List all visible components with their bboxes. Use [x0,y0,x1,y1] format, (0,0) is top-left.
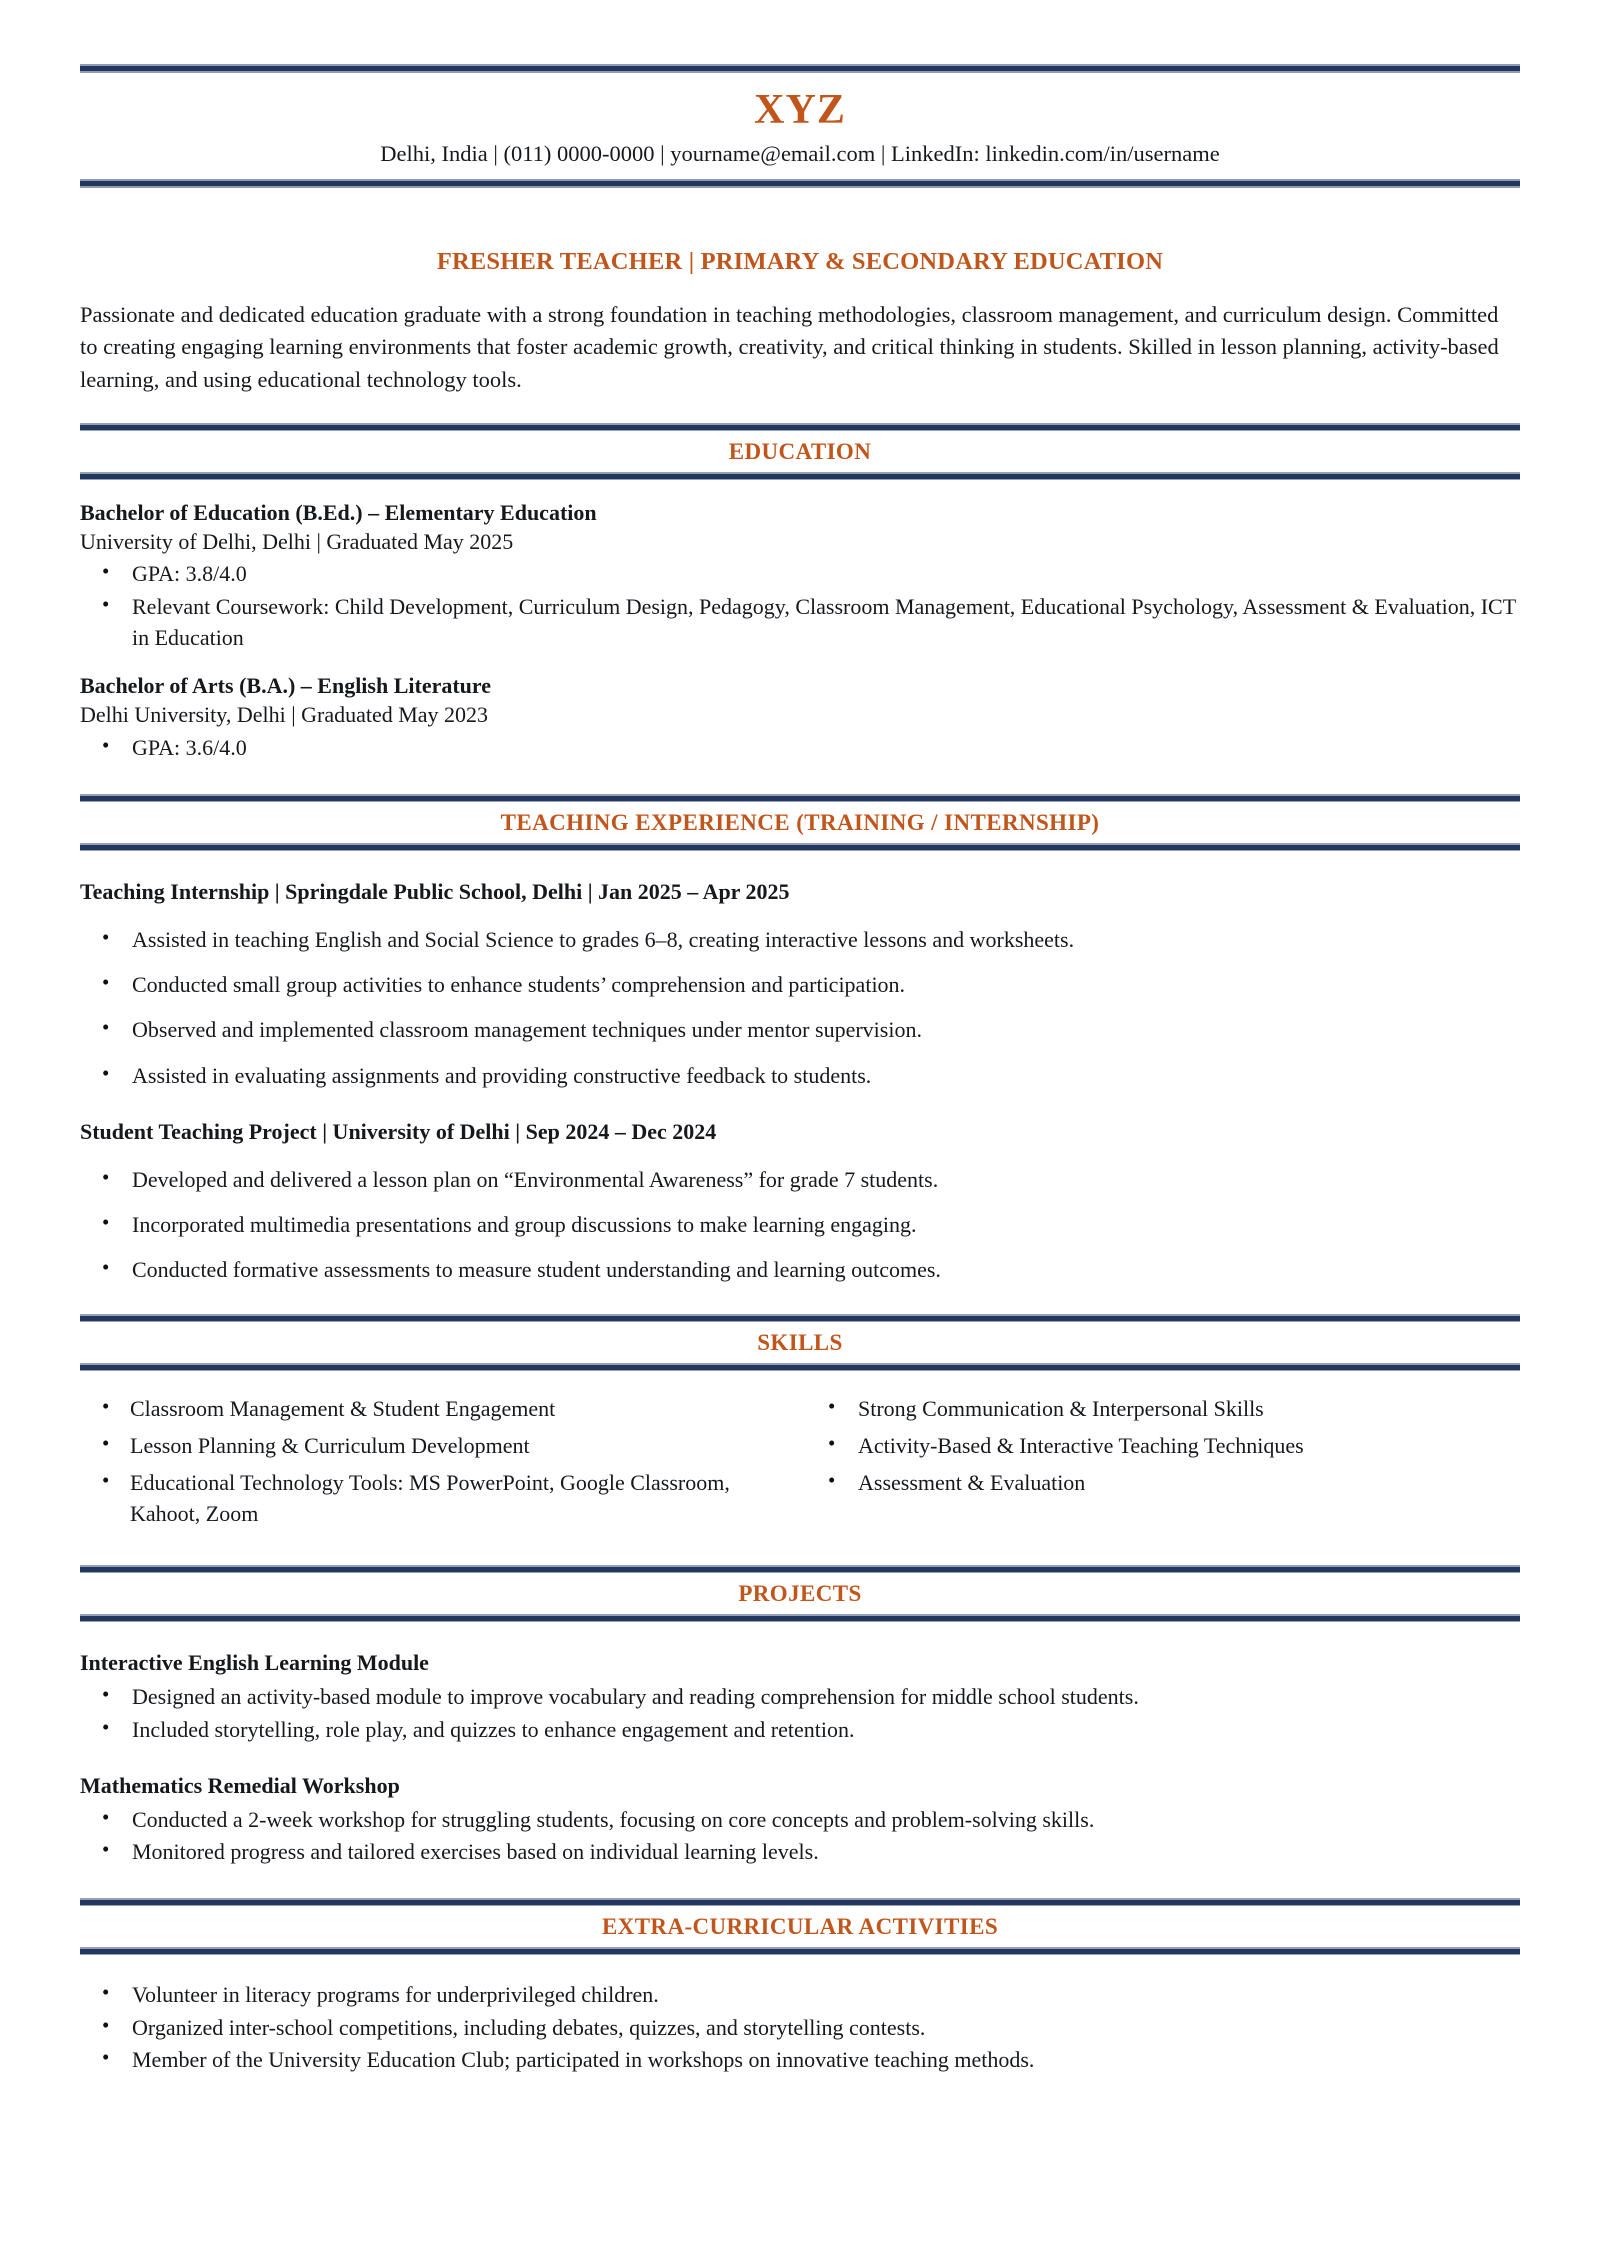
list-item: • Activity-Based & Interactive Teaching Techniques [800,1430,1520,1461]
spacer [80,764,1520,794]
skills-column-right [800,1391,1520,1536]
role-title: FRESHER TEACHER | PRIMARY & SECONDARY EDUCATION [436,247,1164,275]
skills-list-left [80,1393,800,1530]
list-item: • Assisted in teaching English and Social Science to grades 6–8, creating interactive lessons and worksheets. [80,924,1520,955]
education-bullets [80,732,1520,763]
list-item: • Conducted small group activities to enhance students’ comprehension and participation. [80,969,1520,1000]
spacer [80,1868,1520,1898]
project-title: Mathematics Remedial Workshop [80,1772,400,1798]
spacer [80,1300,1520,1314]
experience-entry [80,1117,1520,1286]
list-item: • GPA: 3.6/4.0 [80,732,1520,763]
education-institution: Delhi University, Delhi | Graduated May 2023 [80,702,489,728]
candidate-name: XYZ [754,87,846,133]
project-entry [80,1771,1520,1868]
section-heading-skills: SKILLS [757,1329,843,1355]
experience-title: Student Teaching Project | University of Delhi | Sep 2024 – Dec 2024 [80,1118,717,1144]
section-projects [80,1565,1520,1867]
skills-list-right [800,1393,1520,1499]
professional-summary: Passionate and dedicated education graduate with a strong foundation in teaching methodologies, classroom management, and curriculum design. Committed to creating engaging learning environments that foster academic growth, creativity, and critical thinking in students. Skilled in lesson planning, activity-based learning, and using educational technology tools. [80,301,1499,393]
list-item: • Designed an activity-based module to improve vocabulary and reading comprehension for middle school students. [80,1681,1520,1712]
extracurricular-bullets [80,1979,1520,2075]
list-item: • Conducted a 2-week workshop for struggling students, focusing on core concepts and problem-solving skills. [80,1804,1520,1835]
project-bullets [80,1804,1520,1867]
list-item: • Included storytelling, role play, and quizzes to enhance engagement and retention. [80,1714,1520,1745]
extracurricular-divider-bottom [80,1947,1520,1955]
experience-divider-top [80,794,1520,802]
list-item: • Incorporated multimedia presentations and group discussions to make learning engaging. [80,1209,1520,1240]
education-entry [80,671,1520,763]
project-title: Interactive English Learning Module [80,1650,429,1676]
experience-title: Teaching Internship | Springdale Public School, Delhi | Jan 2025 – Apr 2025 [80,878,790,904]
section-heading-extracurricular: EXTRA-CURRICULAR ACTIVITIES [601,1914,999,1940]
education-divider-bottom [80,472,1520,480]
skills-columns [80,1391,1520,1536]
projects-divider-bottom [80,1614,1520,1622]
list-item: • Assisted in evaluating assignments and providing constructive feedback to students. [80,1060,1520,1091]
list-item: • Monitored progress and tailored exercises based on individual learning levels. [80,1836,1520,1867]
section-heading-experience: TEACHING EXPERIENCE (TRAINING / INTERNSHIP) [500,809,1100,835]
section-education [80,423,1520,763]
skills-divider-top [80,1314,1520,1322]
experience-bullets [80,1164,1520,1286]
education-institution: University of Delhi, Delhi | Graduated May 2025 [80,528,514,554]
section-extracurricular [80,1898,1520,2075]
list-item: • Developed and delivered a lesson plan on “Environmental Awareness” for grade 7 students. [80,1164,1520,1195]
list-item: • Relevant Coursework: Child Development, Curriculum Design, Pedagogy, Classroom Management, Educational Psychology, Assessment & Evaluation, ICT in Education [80,591,1520,653]
project-bullets [80,1681,1520,1744]
education-bullets [80,558,1520,653]
spacer [80,1535,1520,1565]
list-item: • Conducted formative assessments to measure student understanding and learning outcomes. [80,1254,1520,1285]
experience-entry [80,877,1520,1091]
projects-divider-top [80,1565,1520,1573]
header-bottom-divider [80,179,1520,188]
education-entry [80,498,1520,653]
skills-divider-bottom [80,1363,1520,1371]
resume-header [80,64,1520,188]
list-item: • Assessment & Evaluation [800,1467,1520,1498]
education-degree: Bachelor of Education (B.Ed.) – Elementary Education [80,499,597,525]
list-item: • Volunteer in literacy programs for underprivileged children. [80,1979,1520,2010]
education-divider-top [80,423,1520,431]
list-item: • Lesson Planning & Curriculum Development [80,1430,800,1461]
extracurricular-divider-top [80,1898,1520,1906]
section-heading-projects: PROJECTS [738,1581,862,1607]
list-item: • Strong Communication & Interpersonal Skills [800,1393,1520,1424]
experience-bullets [80,924,1520,1091]
experience-divider-bottom [80,843,1520,851]
contact-line: Delhi, India | (011) 0000-0000 | yourname@email.com | LinkedIn: linkedin.com/in/username [380,140,1220,166]
section-teaching-experience [80,794,1520,1286]
list-item: • GPA: 3.8/4.0 [80,558,1520,589]
list-item: • Educational Technology Tools: MS PowerPoint, Google Classroom, Kahoot, Zoom [80,1467,800,1529]
section-heading-education: EDUCATION [728,438,872,464]
section-skills [80,1314,1520,1536]
skills-column-left [80,1391,800,1536]
header-top-divider [80,64,1520,73]
list-item: • Member of the University Education Club; participated in workshops on innovative teaching methods. [80,2044,1520,2075]
list-item: • Classroom Management & Student Engagement [80,1393,800,1424]
list-item: • Organized inter-school competitions, including debates, quizzes, and storytelling contests. [80,2012,1520,2043]
project-entry [80,1648,1520,1745]
education-degree: Bachelor of Arts (B.A.) – English Literature [80,673,492,699]
list-item: • Observed and implemented classroom management techniques under mentor supervision. [80,1014,1520,1045]
